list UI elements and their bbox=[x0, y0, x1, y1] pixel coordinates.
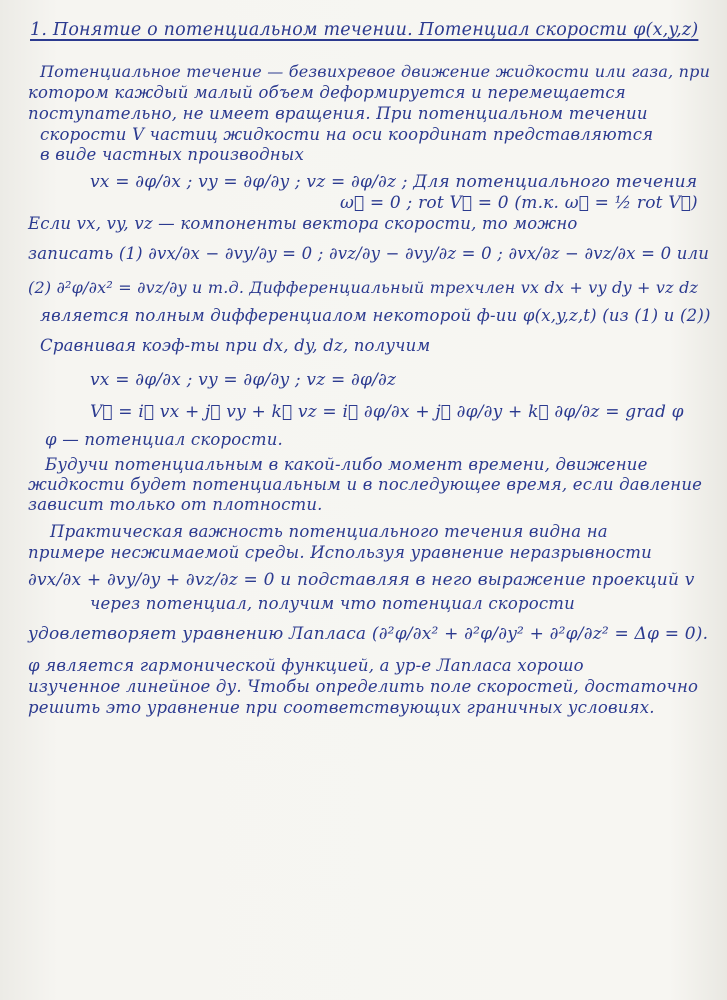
page-title: 1. Понятие о потенциальном течении. Потенциал скорости φ(x,y,z) bbox=[30, 20, 699, 40]
text-line: в виде частных производных bbox=[40, 145, 304, 164]
text-line: через потенциал, получим что потенциал скорости bbox=[90, 594, 575, 613]
formula-line: vx = ∂φ/∂x ; vy = ∂φ/∂y ; vz = ∂φ/∂z bbox=[90, 370, 397, 390]
formula-line: V⃗ = i⃗ vx + j⃗ vy + k⃗ vz = i⃗ ∂φ/∂x + j⃗ ∂φ/∂y + k⃗ ∂φ/∂z = grad φ bbox=[90, 402, 684, 422]
formula-line: записать (1) ∂vx/∂x − ∂vy/∂y = 0 ; ∂vz/∂y − ∂vy/∂z = 0 ; ∂vx/∂z − ∂vz/∂x = 0 или bbox=[28, 244, 710, 263]
formula-line: ∂vx/∂x + ∂vy/∂y + ∂vz/∂z = 0 и подставляя в него выражение проекций v bbox=[28, 570, 695, 590]
text-line: поступательно, не имеет вращения. При потенциальном течении bbox=[28, 104, 648, 123]
text-line: Если vx, vy, vz — компоненты вектора скорости, то можно bbox=[28, 214, 578, 233]
text-line: жидкости будет потенциальным и в последующее время, если давление bbox=[28, 475, 703, 494]
text-line: котором каждый малый объем деформируется и перемещается bbox=[28, 83, 626, 102]
text-line: примере несжимаемой среды. Используя уравнение неразрывности bbox=[28, 543, 652, 562]
formula-line: удовлетворяет уравнению Лапласа (∂²φ/∂x² + ∂²φ/∂y² + ∂²φ/∂z² = Δφ = 0). bbox=[28, 624, 709, 644]
text-line: Потенциальное течение — безвихревое движение жидкости или газа, при bbox=[40, 62, 711, 81]
text-line: скорости V частиц жидкости на оси координат представляются bbox=[40, 125, 654, 144]
text-line: Сравнивая коэф-ты при dx, dy, dz, получим bbox=[40, 336, 431, 355]
text-line: зависит только от плотности. bbox=[28, 495, 323, 514]
formula-line: vx = ∂φ/∂x ; vy = ∂φ/∂y ; vz = ∂φ/∂z ; Для потенциального течения bbox=[90, 172, 698, 192]
text-line: Практическая важность потенциального течения видна на bbox=[50, 522, 608, 541]
formula-line: ω⃗ = 0 ; rot V⃗ = 0 (т.к. ω⃗ = ½ rot V⃗) bbox=[340, 193, 698, 213]
formula-line: (2) ∂²φ/∂x² = ∂vz/∂y и т.д. Дифференциальный трехчлен vx dx + vy dy + vz dz bbox=[28, 278, 699, 297]
text-line: φ является гармонической функцией, а ур-е Лапласа хорошо bbox=[28, 656, 584, 675]
text-line: решить это уравнение при соответствующих граничных условиях. bbox=[28, 698, 655, 717]
text-line: является полным дифференциалом некоторой ф-ии φ(x,y,z,t) (из (1) и (2)) bbox=[40, 306, 711, 325]
text-line: Будучи потенциальным в какой-либо момент времени, движение bbox=[45, 455, 648, 474]
text-line: φ — потенциал скорости. bbox=[45, 430, 283, 449]
text-line: изученное линейное ду. Чтобы определить поле скоростей, достаточно bbox=[28, 677, 699, 696]
